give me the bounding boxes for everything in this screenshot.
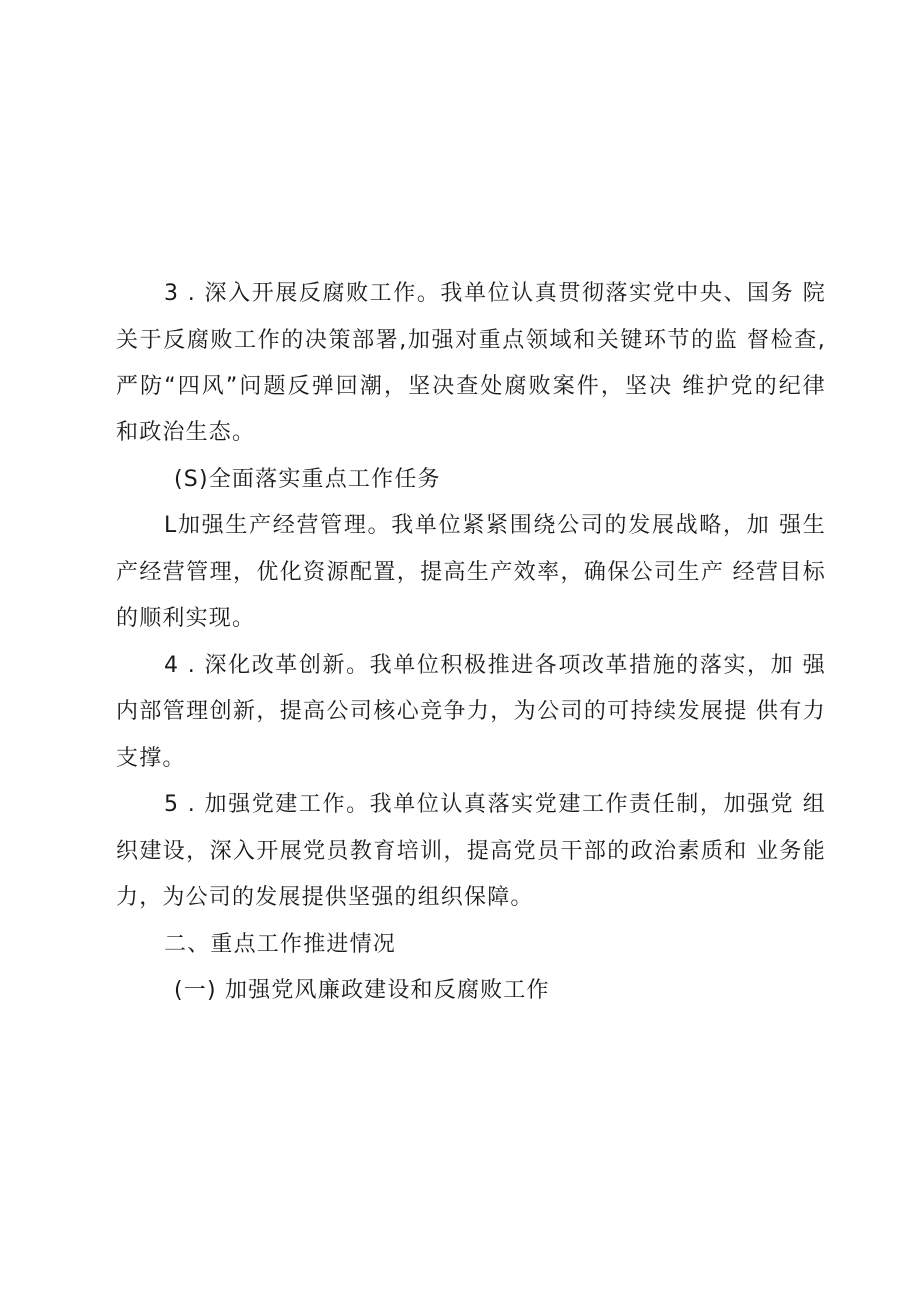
paragraph-4-line-2: 内部管理创新，提高公司核心竞争力，为公司的可持续发展提 供有力 — [116, 699, 826, 724]
paragraph-3-line-2: 关于反腐败工作的决策部署,加强对重点领域和关键环节的监 督检查, — [116, 328, 826, 353]
paragraph-l-line-3: 的顺利实现。 — [116, 606, 256, 631]
paragraph-3-line-1: 3 . 深入开展反腐败工作。我单位认真贯彻落实党中央、国务 院 — [164, 281, 826, 306]
paragraph-4-line-3: 支撑。 — [116, 746, 186, 771]
paragraph-3-line-3: 严防“四风”问题反弹回潮，坚决查处腐败案件，坚决 维护党的纪律 — [116, 374, 826, 399]
paragraph-3-line-4: 和政治生态。 — [116, 420, 256, 445]
paragraph-l-line-1: L加强生产经营管理。我单位紧紧围绕公司的发展战略，加 强生 — [164, 513, 826, 538]
subheading-s: (S)全面落实重点工作任务 — [174, 467, 441, 492]
section-heading-2: 二、重点工作推进情况 — [164, 932, 397, 957]
paragraph-l-line-2: 产经营管理，优化资源配置，提高生产效率，确保公司生产 经营目标 — [116, 560, 826, 585]
paragraph-4-line-1: 4 . 深化改革创新。我单位积极推进各项改革措施的落实，加 强 — [164, 653, 826, 678]
paragraph-5-line-1: 5 . 加强党建工作。我单位认真落实党建工作责任制，加强党 组 — [164, 792, 826, 817]
subheading-1: (一) 加强党风廉政建设和反腐败工作 — [174, 978, 550, 1003]
paragraph-5-line-2: 织建设，深入开展党员教育培训，提高党员干部的政治素质和 业务能 — [116, 839, 826, 864]
paragraph-5-line-3: 力，为公司的发展提供坚强的组织保障。 — [116, 885, 534, 910]
